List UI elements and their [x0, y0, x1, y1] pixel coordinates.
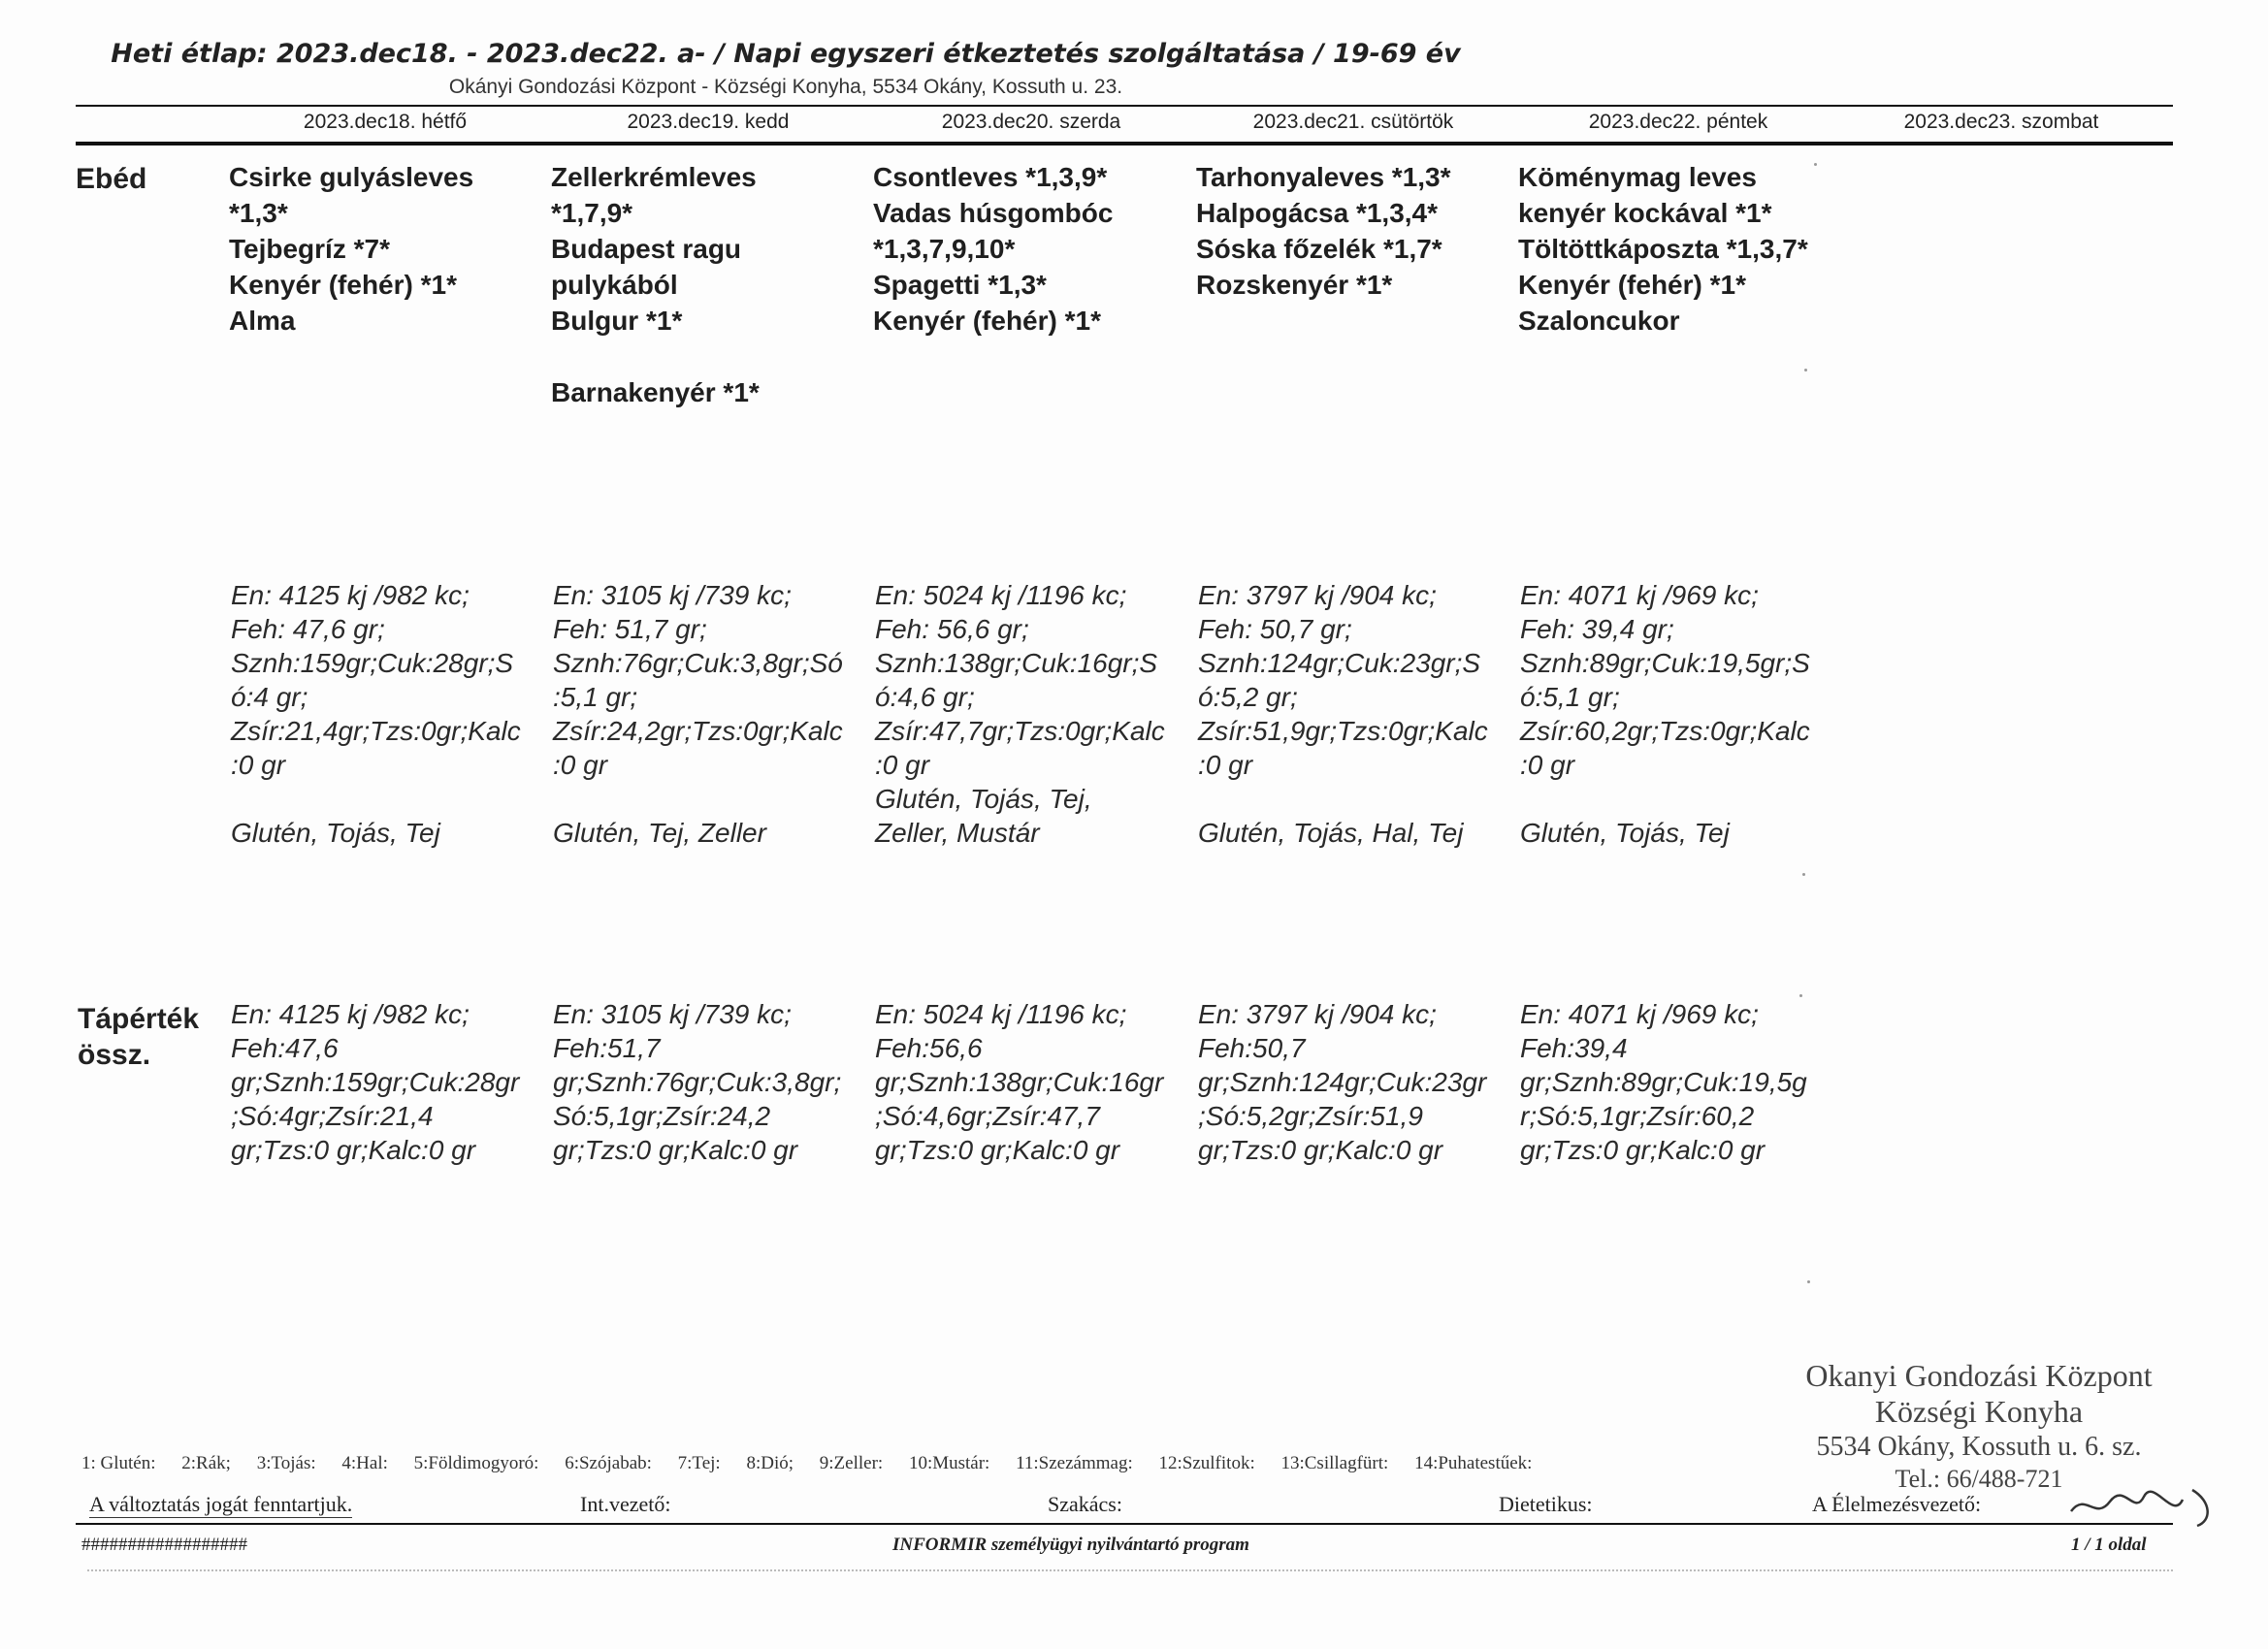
totals-line: En: 3797 kj /904 kc; — [1198, 999, 1437, 1029]
legend-item: 1: Glutén: — [81, 1453, 156, 1473]
legend-item: 14:Puhatestűek: — [1414, 1453, 1533, 1473]
dish-line: Csontleves *1,3,9* — [873, 162, 1108, 192]
lunch-dishes-friday — [1518, 159, 1808, 339]
nutrition-line: En: 3797 kj /904 kc; — [1198, 580, 1437, 610]
totals-line: Feh:50,7 — [1198, 1033, 1306, 1063]
nutrition-line: Feh: 47,6 gr; — [231, 614, 385, 644]
dish-line: Halpogácsa *1,3,4* — [1196, 198, 1439, 228]
nutrition-line: Zsír:51,9gr;Tzs:0gr;Kalc — [1198, 716, 1488, 746]
footer-rule — [76, 1523, 2173, 1525]
stamp-line: Tel.: 66/488-721 — [1895, 1465, 2063, 1493]
page-number: 1 / 1 oldal — [2071, 1535, 2147, 1555]
stamp-line: Községi Konyha — [1874, 1394, 2084, 1429]
dish-line: Rozskenyér *1* — [1196, 270, 1393, 300]
dish-line: Bulgur *1* — [551, 306, 683, 336]
scan-noise-line — [87, 1569, 2173, 1571]
int-vezeto-label: Int.vezető: — [580, 1492, 671, 1516]
allergen-line — [553, 782, 878, 816]
totals-line: gr;Sznh:138gr;Cuk:16gr — [875, 1067, 1164, 1097]
nutrition-line: Zsír:21,4gr;Tzs:0gr;Kalc — [231, 716, 521, 746]
kitchen-stamp — [1746, 1358, 2212, 1494]
day-header-wednesday: 2023.dec20. szerda — [941, 111, 1121, 133]
totals-thursday — [1198, 997, 1523, 1167]
lunch-dishes-wednesday — [873, 159, 1113, 339]
legend-item: 4:Hal: — [341, 1453, 388, 1473]
nutrition-wednesday — [875, 578, 1200, 782]
totals-line: Feh:56,6 — [875, 1033, 983, 1063]
lunch-dishes-thursday — [1196, 159, 1451, 303]
allergens-tuesday — [553, 782, 878, 850]
allergen-line — [231, 782, 556, 816]
nutrition-line: ó:5,1 gr; — [1520, 682, 1620, 712]
nutrition-line: Sznh:138gr;Cuk:16gr;S — [875, 648, 1158, 678]
nutrition-thursday — [1198, 578, 1523, 782]
dish-line: Barnakenyér *1* — [551, 377, 760, 407]
stamp-line: Okanyi Gondozási Központ — [1805, 1358, 2153, 1393]
day-header-tuesday: 2023.dec19. kedd — [627, 111, 790, 133]
totals-line: Feh:47,6 — [231, 1033, 339, 1063]
allergens-monday — [231, 782, 556, 850]
legend-item: 7:Tej: — [677, 1453, 721, 1473]
stamp-line: 5534 Okány, Kossuth u. 6. sz. — [1816, 1432, 2142, 1462]
nutrition-line: ó:5,2 gr; — [1198, 682, 1298, 712]
dish-line: Kenyér (fehér) *1* — [1518, 270, 1746, 300]
menu-title: Heti étlap: 2023.dec18. - 2023.dec22. a- / Napi egyszeri étkeztetés szolgáltatása / 19-69 év — [111, 39, 1461, 69]
nutrition-line: :0 gr — [1198, 750, 1253, 780]
allergens-friday — [1520, 782, 1845, 850]
allergen-line — [1198, 782, 1523, 816]
allergen-line — [1520, 782, 1845, 816]
totals-line: gr;Tzs:0 gr;Kalc:0 gr — [875, 1135, 1120, 1165]
nutrition-line: :0 gr — [875, 750, 930, 780]
legend-item: 9:Zeller: — [819, 1453, 884, 1473]
change-notice: A változtatás jogát fenntartjuk. — [89, 1492, 353, 1516]
nutrition-line: :0 gr — [231, 750, 286, 780]
dish-line: Szaloncukor — [1518, 306, 1680, 336]
totals-line: Só:5,1gr;Zsír:24,2 — [553, 1101, 771, 1131]
dish-line: *1,7,9* — [551, 198, 633, 228]
totals-line: Feh:39,4 — [1520, 1033, 1628, 1063]
totals-label-line-1: Tápérték — [78, 1003, 200, 1035]
nutrition-line: Feh: 51,7 gr; — [553, 614, 707, 644]
allergen-line: Glutén, Tej, Zeller — [553, 818, 766, 848]
nutrition-tuesday — [553, 578, 878, 782]
totals-line: En: 3105 kj /739 kc; — [553, 999, 792, 1029]
lunch-row-label: Ebéd — [76, 163, 147, 195]
dish-line: Alma — [229, 306, 296, 336]
nutrition-line: Feh: 50,7 gr; — [1198, 614, 1352, 644]
day-header-friday: 2023.dec22. péntek — [1588, 111, 1768, 133]
totals-line: r;Só:5,1gr;Zsír:60,2 — [1520, 1101, 1755, 1131]
dish-line: *1,3* — [229, 198, 288, 228]
totals-line: gr;Sznh:159gr;Cuk:28gr — [231, 1067, 520, 1097]
totals-line: gr;Sznh:89gr;Cuk:19,5g — [1520, 1067, 1807, 1097]
legend-item: 11:Szezámmag: — [1016, 1453, 1133, 1473]
allergen-legend — [81, 1453, 1553, 1474]
nutrition-line: :0 gr — [553, 750, 608, 780]
scan-speck — [1799, 994, 1802, 997]
totals-line: Feh:51,7 — [553, 1033, 661, 1063]
nutrition-line: En: 3105 kj /739 kc; — [553, 580, 792, 610]
day-header-monday: 2023.dec18. hétfő — [303, 111, 468, 133]
totals-line: gr;Sznh:76gr;Cuk:3,8gr; — [553, 1067, 842, 1097]
nutrition-line: Zsír:24,2gr;Tzs:0gr;Kalc — [553, 716, 843, 746]
elelmezesvezeto-label: A Élelmezésvezető: — [1812, 1492, 1982, 1516]
nutrition-monday — [231, 578, 556, 782]
dish-line: Csirke gulyásleves — [229, 162, 474, 192]
nutrition-line: ó:4,6 gr; — [875, 682, 975, 712]
dish-line: Töltöttkáposzta *1,3,7* — [1518, 234, 1808, 264]
totals-row-label — [78, 1001, 199, 1073]
totals-friday — [1520, 997, 1845, 1167]
nutrition-line: Sznh:159gr;Cuk:28gr;S — [231, 648, 514, 678]
dish-line: Sóska főzelék *1,7* — [1196, 234, 1442, 264]
kitchen-address: Okányi Gondozási Központ - Községi Konyha, 5534 Okány, Kossuth u. 23. — [448, 76, 1123, 98]
nutrition-line: En: 5024 kj /1196 kc; — [875, 580, 1127, 610]
totals-tuesday — [553, 997, 878, 1167]
totals-line: ;Só:4,6gr;Zsír:47,7 — [875, 1101, 1100, 1131]
dish-line — [551, 339, 760, 374]
totals-line: ;Só:4gr;Zsír:21,4 — [231, 1101, 434, 1131]
totals-line: gr;Tzs:0 gr;Kalc:0 gr — [231, 1135, 476, 1165]
dish-line: Vadas húsgombóc — [873, 198, 1114, 228]
dish-line: Kenyér (fehér) *1* — [873, 306, 1101, 336]
nutrition-line: :0 gr — [1520, 750, 1575, 780]
hash-marks: ################## — [81, 1535, 247, 1555]
nutrition-line: Feh: 39,4 gr; — [1520, 614, 1674, 644]
legend-item: 13:Csillagfürt: — [1280, 1453, 1389, 1473]
nutrition-friday — [1520, 578, 1845, 782]
legend-item: 3:Tojás: — [256, 1453, 316, 1473]
nutrition-line: Feh: 56,6 gr; — [875, 614, 1029, 644]
nutrition-line: Zsír:60,2gr;Tzs:0gr;Kalc — [1520, 716, 1810, 746]
legend-item: 12:Szulfitok: — [1158, 1453, 1255, 1473]
dish-line: pulykából — [551, 270, 678, 300]
scan-speck — [1802, 873, 1805, 876]
totals-line: gr;Tzs:0 gr;Kalc:0 gr — [1198, 1135, 1443, 1165]
nutrition-line: En: 4125 kj /982 kc; — [231, 580, 470, 610]
nutrition-line: Sznh:89gr;Cuk:19,5gr;S — [1520, 648, 1810, 678]
scan-speck — [1807, 1280, 1810, 1283]
dish-line: Budapest ragu — [551, 234, 742, 264]
legend-item: 6:Szójabab: — [565, 1453, 652, 1473]
totals-line: gr;Tzs:0 gr;Kalc:0 gr — [1520, 1135, 1766, 1165]
allergen-line: Glutén, Tojás, Hal, Tej — [1198, 818, 1464, 848]
dish-line: Zellerkrémleves — [551, 162, 757, 192]
szakacs-label: Szakács: — [1048, 1492, 1122, 1516]
allergens-wednesday — [875, 782, 1200, 850]
scan-speck — [1814, 163, 1817, 166]
top-rule — [76, 105, 2173, 107]
totals-line: En: 4125 kj /982 kc; — [231, 999, 470, 1029]
totals-monday — [231, 997, 556, 1167]
day-header-saturday: 2023.dec23. szombat — [1903, 111, 2099, 133]
dietetikus-label: Dietetikus: — [1499, 1492, 1593, 1516]
nutrition-line: En: 4071 kj /969 kc; — [1520, 580, 1759, 610]
dish-line: Köménymag leves — [1518, 162, 1757, 192]
legend-item: 5:Földimogyoró: — [413, 1453, 539, 1473]
allergen-line: Glutén, Tojás, Tej — [231, 818, 440, 848]
totals-line: En: 5024 kj /1196 kc; — [875, 999, 1127, 1029]
totals-line: gr;Tzs:0 gr;Kalc:0 gr — [553, 1135, 798, 1165]
dish-line: Tarhonyaleves *1,3* — [1196, 162, 1451, 192]
dish-line: Spagetti *1,3* — [873, 270, 1047, 300]
totals-line: En: 4071 kj /969 kc; — [1520, 999, 1759, 1029]
dish-line: kenyér kockával *1* — [1518, 198, 1772, 228]
legend-item: 8:Dió; — [746, 1453, 794, 1473]
lunch-dishes-tuesday — [551, 159, 760, 410]
nutrition-line: Sznh:124gr;Cuk:23gr;S — [1198, 648, 1481, 678]
legend-item: 10:Mustár: — [908, 1453, 990, 1473]
scan-speck — [1804, 369, 1807, 372]
day-header-thursday: 2023.dec21. csütörtök — [1252, 111, 1454, 133]
dish-line: *1,3,7,9,10* — [873, 234, 1016, 264]
dish-line: Kenyér (fehér) *1* — [229, 270, 457, 300]
totals-line: ;Só:5,2gr;Zsír:51,9 — [1198, 1101, 1423, 1131]
totals-wednesday — [875, 997, 1200, 1167]
nutrition-line: ó:4 gr; — [231, 682, 308, 712]
lunch-dishes-monday — [229, 159, 473, 339]
allergen-line: Zeller, Mustár — [875, 818, 1040, 848]
legend-item: 2:Rák; — [181, 1453, 231, 1473]
nutrition-line: :5,1 gr; — [553, 682, 638, 712]
allergen-line: Glutén, Tojás, Tej — [1520, 818, 1730, 848]
allergens-thursday — [1198, 782, 1523, 850]
nutrition-line: Sznh:76gr;Cuk:3,8gr;Só — [553, 648, 843, 678]
header-rule — [76, 142, 2173, 146]
nutrition-line: Zsír:47,7gr;Tzs:0gr;Kalc — [875, 716, 1165, 746]
program-name: INFORMIR személyügyi nyilvántartó program — [892, 1535, 1249, 1555]
dish-line: Tejbegríz *7* — [229, 234, 390, 264]
totals-line: gr;Sznh:124gr;Cuk:23gr — [1198, 1067, 1487, 1097]
totals-label-line-2: össz. — [78, 1039, 151, 1071]
allergen-line: Glutén, Tojás, Tej, — [875, 784, 1092, 814]
